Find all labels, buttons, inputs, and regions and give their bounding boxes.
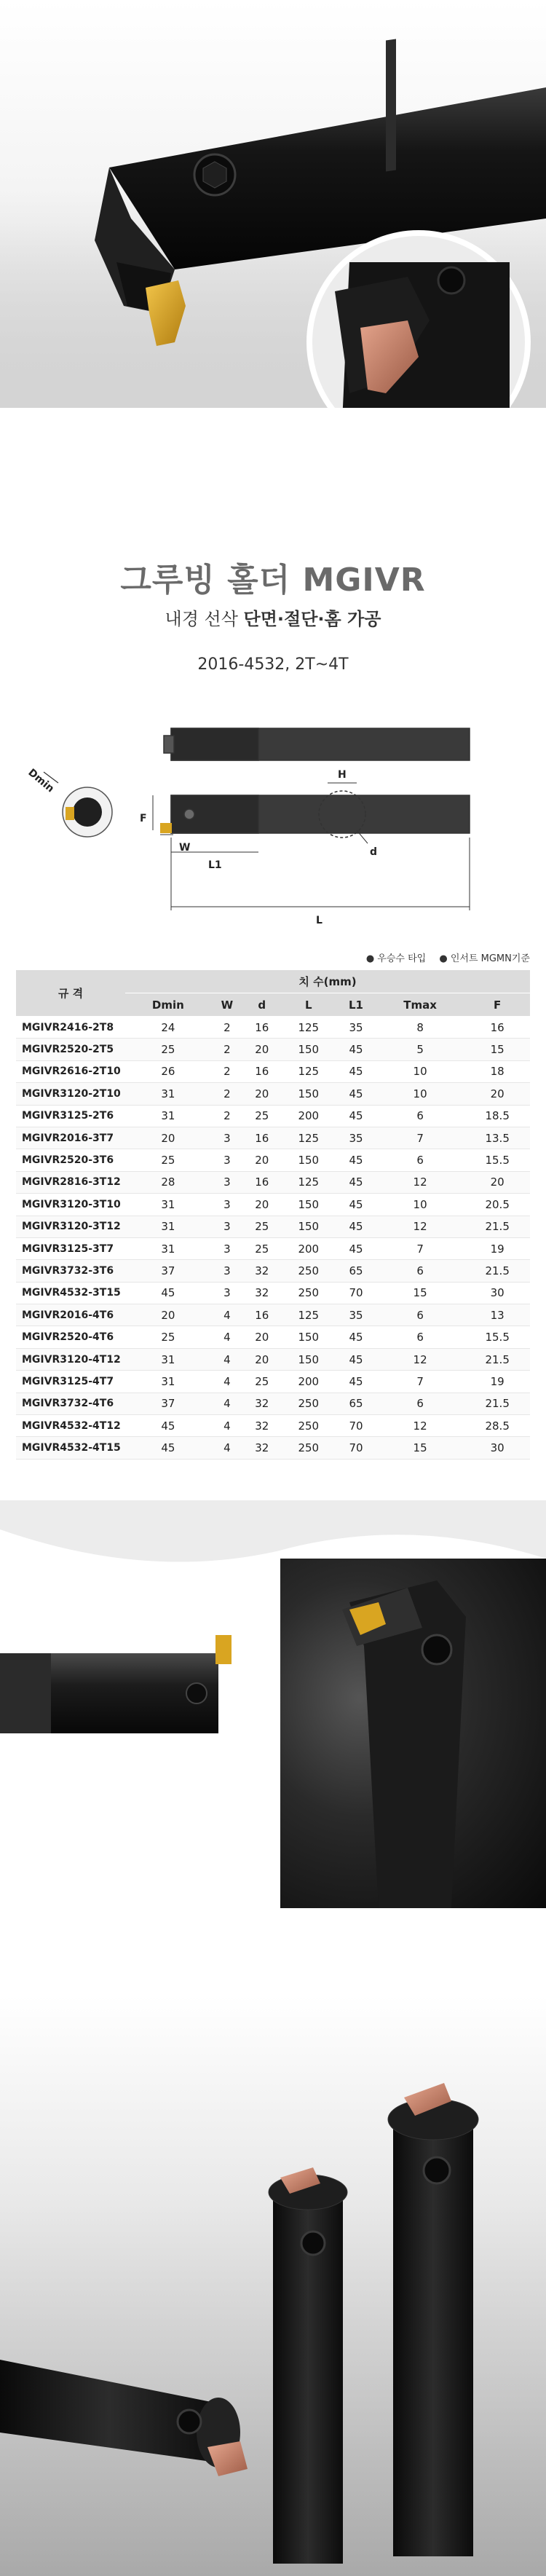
cell-tmax: 15 <box>376 1437 465 1459</box>
hero-product-photo <box>0 0 546 408</box>
cell-code: MGIVR4532-4T15 <box>16 1437 125 1459</box>
cell-l: 150 <box>280 1194 336 1216</box>
cell-w: 3 <box>211 1282 243 1304</box>
cell-tmax: 12 <box>376 1216 465 1237</box>
cell-dmin: 37 <box>125 1260 211 1282</box>
cell-dmin: 31 <box>125 1237 211 1259</box>
cell-code: MGIVR2520-4T6 <box>16 1326 125 1348</box>
page-title: 그루빙 홀더 MGIVR <box>120 562 426 599</box>
cell-dmin: 31 <box>125 1216 211 1237</box>
holder-standing-tall-image <box>388 2083 478 2556</box>
cell-w: 2 <box>211 1060 243 1082</box>
cell-dmin: 28 <box>125 1171 211 1193</box>
cell-l1: 45 <box>336 1237 376 1259</box>
cell-w: 3 <box>211 1260 243 1282</box>
label-dmin: Dmin <box>25 766 57 795</box>
cell-tmax: 6 <box>376 1260 465 1282</box>
cell-tmax: 6 <box>376 1326 465 1348</box>
cell-d: 20 <box>243 1326 280 1348</box>
label-f: F <box>140 813 147 824</box>
diagram-top-view <box>164 728 470 760</box>
cell-l1: 35 <box>336 1017 376 1039</box>
header-col-tmax: Tmax <box>376 993 465 1017</box>
size-range: 2016-4532, 2T~4T <box>197 655 349 674</box>
header-code: 규 격 <box>16 970 125 1017</box>
table-row <box>16 1371 530 1393</box>
legend-type: ● 우승수 타입 <box>365 953 427 964</box>
cell-f: 15.5 <box>464 1326 530 1348</box>
cell-d: 25 <box>243 1105 280 1127</box>
cell-code: MGIVR3120-3T12 <box>16 1216 125 1237</box>
cell-f: 15 <box>464 1039 530 1060</box>
cell-l1: 45 <box>336 1194 376 1216</box>
legend-insert: ● 인서트 MGMN기준 <box>439 953 530 964</box>
cell-code: MGIVR2416-2T8 <box>16 1017 125 1039</box>
table-row <box>16 1171 530 1193</box>
cell-w: 4 <box>211 1393 243 1414</box>
cell-l1: 70 <box>336 1282 376 1304</box>
cell-l1: 65 <box>336 1260 376 1282</box>
table-row <box>16 1282 530 1304</box>
label-l: L <box>316 915 323 926</box>
zoom-detail-image <box>309 233 528 408</box>
cell-code: MGIVR3125-2T6 <box>16 1105 125 1127</box>
cell-dmin: 25 <box>125 1326 211 1348</box>
cell-tmax: 10 <box>376 1060 465 1082</box>
cell-l1: 45 <box>336 1149 376 1171</box>
cell-l: 125 <box>280 1060 336 1082</box>
cell-code: MGIVR3732-4T6 <box>16 1393 125 1414</box>
label-l1: L1 <box>208 859 222 871</box>
cell-l1: 45 <box>336 1105 376 1127</box>
cell-tmax: 15 <box>376 1282 465 1304</box>
cell-tmax: 12 <box>376 1348 465 1370</box>
cell-code: MGIVR2016-4T6 <box>16 1304 125 1326</box>
product-photo-detail <box>0 1500 546 1908</box>
page-subtitle <box>0 604 546 630</box>
table-row <box>16 1304 530 1326</box>
cell-dmin: 31 <box>125 1371 211 1393</box>
cell-l1: 45 <box>336 1171 376 1193</box>
cell-d: 20 <box>243 1039 280 1060</box>
cell-l: 150 <box>280 1039 336 1060</box>
table-legend <box>356 950 530 964</box>
cell-dmin: 45 <box>125 1282 211 1304</box>
cell-code: MGIVR3120-3T10 <box>16 1194 125 1216</box>
cell-dmin: 20 <box>125 1127 211 1149</box>
cell-l: 125 <box>280 1127 336 1149</box>
cell-l1: 35 <box>336 1127 376 1149</box>
holder-side-image <box>0 1635 232 1733</box>
label-w: W <box>179 842 191 854</box>
cell-code: MGIVR2520-3T6 <box>16 1149 125 1171</box>
cell-dmin: 24 <box>125 1017 211 1039</box>
cell-dmin: 26 <box>125 1060 211 1082</box>
cell-f: 13 <box>464 1304 530 1326</box>
cell-tmax: 10 <box>376 1194 465 1216</box>
cell-w: 3 <box>211 1171 243 1193</box>
cell-l1: 45 <box>336 1326 376 1348</box>
cell-f: 20 <box>464 1083 530 1105</box>
cell-w: 4 <box>211 1348 243 1370</box>
table-row <box>16 1437 530 1459</box>
cell-code: MGIVR4532-3T15 <box>16 1282 125 1304</box>
cell-d: 16 <box>243 1304 280 1326</box>
cell-dmin: 25 <box>125 1039 211 1060</box>
cell-l: 125 <box>280 1017 336 1039</box>
cell-l: 250 <box>280 1415 336 1437</box>
cell-dmin: 37 <box>125 1393 211 1414</box>
cell-f: 18 <box>464 1060 530 1082</box>
cell-f: 20 <box>464 1171 530 1193</box>
cell-code: MGIVR3125-3T7 <box>16 1237 125 1259</box>
cell-l: 150 <box>280 1348 336 1370</box>
cell-w: 2 <box>211 1017 243 1039</box>
cell-dmin: 45 <box>125 1437 211 1459</box>
cell-dmin: 31 <box>125 1348 211 1370</box>
cell-f: 21.5 <box>464 1393 530 1414</box>
label-h: H <box>338 769 347 781</box>
cell-w: 3 <box>211 1194 243 1216</box>
cell-w: 4 <box>211 1371 243 1393</box>
cell-l1: 35 <box>336 1304 376 1326</box>
cell-l1: 65 <box>336 1393 376 1414</box>
cell-w: 3 <box>211 1237 243 1259</box>
cell-d: 32 <box>243 1437 280 1459</box>
cell-l: 250 <box>280 1437 336 1459</box>
cell-code: MGIVR3125-4T7 <box>16 1371 125 1393</box>
cell-l: 125 <box>280 1171 336 1193</box>
product-photo-group <box>0 1996 546 2576</box>
cell-w: 3 <box>211 1127 243 1149</box>
cell-tmax: 7 <box>376 1237 465 1259</box>
subtitle-bold: 단면·절단·홈 가공 <box>243 609 381 629</box>
cell-tmax: 6 <box>376 1105 465 1127</box>
cell-tmax: 6 <box>376 1393 465 1414</box>
header-col-dmin: Dmin <box>125 993 211 1017</box>
cell-w: 4 <box>211 1415 243 1437</box>
cell-w: 3 <box>211 1216 243 1237</box>
cell-dmin: 31 <box>125 1105 211 1127</box>
label-d: d <box>370 846 378 858</box>
cell-f: 30 <box>464 1437 530 1459</box>
cell-l1: 45 <box>336 1348 376 1370</box>
header-col-l: L <box>280 993 336 1017</box>
cell-l: 150 <box>280 1149 336 1171</box>
cell-code: MGIVR2816-3T12 <box>16 1171 125 1193</box>
cell-f: 19 <box>464 1237 530 1259</box>
table-row <box>16 1039 530 1060</box>
cell-w: 4 <box>211 1326 243 1348</box>
cell-f: 13.5 <box>464 1127 530 1149</box>
cell-l1: 45 <box>336 1039 376 1060</box>
cell-w: 3 <box>211 1149 243 1171</box>
cell-l1: 70 <box>336 1415 376 1437</box>
cell-l1: 70 <box>336 1437 376 1459</box>
cell-tmax: 10 <box>376 1083 465 1105</box>
cell-tmax: 5 <box>376 1039 465 1060</box>
table-row <box>16 1216 530 1237</box>
cell-l: 150 <box>280 1216 336 1237</box>
cell-dmin: 31 <box>125 1083 211 1105</box>
cell-l: 200 <box>280 1237 336 1259</box>
cell-f: 16 <box>464 1017 530 1039</box>
cell-l1: 45 <box>336 1083 376 1105</box>
cell-dmin: 45 <box>125 1415 211 1437</box>
cell-tmax: 8 <box>376 1017 465 1039</box>
table-row <box>16 1326 530 1348</box>
header-col-d: d <box>243 993 280 1017</box>
cell-f: 21.5 <box>464 1348 530 1370</box>
table-row <box>16 1415 530 1437</box>
cell-code: MGIVR2616-2T10 <box>16 1060 125 1082</box>
table-row <box>16 1060 530 1082</box>
cell-d: 16 <box>243 1127 280 1149</box>
cell-tmax: 12 <box>376 1415 465 1437</box>
table-row <box>16 1348 530 1370</box>
cell-d: 20 <box>243 1149 280 1171</box>
holder-standing-short-image <box>269 2167 347 2564</box>
cell-l1: 45 <box>336 1060 376 1082</box>
cell-tmax: 7 <box>376 1127 465 1149</box>
cell-w: 2 <box>211 1105 243 1127</box>
diagram-side-view <box>160 791 470 838</box>
cell-l: 125 <box>280 1304 336 1326</box>
table-row <box>16 1149 530 1171</box>
cell-f: 18.5 <box>464 1105 530 1127</box>
cell-f: 21.5 <box>464 1216 530 1237</box>
cell-w: 2 <box>211 1039 243 1060</box>
cell-code: MGIVR3120-4T12 <box>16 1348 125 1370</box>
header-col-l1: L1 <box>336 993 376 1017</box>
cell-f: 19 <box>464 1371 530 1393</box>
cell-d: 32 <box>243 1393 280 1414</box>
cell-d: 25 <box>243 1216 280 1237</box>
table-row <box>16 1194 530 1216</box>
cell-d: 32 <box>243 1260 280 1282</box>
holder-lying-image <box>0 2360 248 2476</box>
cell-dmin: 20 <box>125 1304 211 1326</box>
cell-w: 2 <box>211 1083 243 1105</box>
cell-d: 20 <box>243 1194 280 1216</box>
spec-table <box>16 970 530 1460</box>
cell-code: MGIVR3120-2T10 <box>16 1083 125 1105</box>
table-row <box>16 1083 530 1105</box>
cell-w: 4 <box>211 1437 243 1459</box>
diagram-end-view <box>44 772 112 837</box>
table-row <box>16 1127 530 1149</box>
subtitle-plain: 내경 선삭 <box>165 609 244 629</box>
cell-l1: 45 <box>336 1371 376 1393</box>
cell-f: 20.5 <box>464 1194 530 1216</box>
cell-code: MGIVR3732-3T6 <box>16 1260 125 1282</box>
cell-d: 16 <box>243 1060 280 1082</box>
cell-l: 150 <box>280 1083 336 1105</box>
header-col-w: W <box>211 993 243 1017</box>
header-col-f: F <box>464 993 530 1017</box>
table-row <box>16 1105 530 1127</box>
cell-d: 25 <box>243 1371 280 1393</box>
cell-f: 15.5 <box>464 1149 530 1171</box>
cell-w: 4 <box>211 1304 243 1326</box>
cell-tmax: 6 <box>376 1304 465 1326</box>
cell-f: 30 <box>464 1282 530 1304</box>
cell-f: 28.5 <box>464 1415 530 1437</box>
cell-dmin: 31 <box>125 1194 211 1216</box>
cell-code: MGIVR2016-3T7 <box>16 1127 125 1149</box>
cell-d: 16 <box>243 1171 280 1193</box>
table-row <box>16 1017 530 1039</box>
cell-tmax: 6 <box>376 1149 465 1171</box>
cell-l: 200 <box>280 1105 336 1127</box>
cell-dmin: 25 <box>125 1149 211 1171</box>
cell-d: 20 <box>243 1083 280 1105</box>
cell-l1: 45 <box>336 1216 376 1237</box>
table-row <box>16 1260 530 1282</box>
cell-l: 150 <box>280 1326 336 1348</box>
cell-code: MGIVR2520-2T5 <box>16 1039 125 1060</box>
cell-d: 32 <box>243 1415 280 1437</box>
cell-l: 250 <box>280 1260 336 1282</box>
holder-angle-image <box>342 1580 466 1908</box>
cell-tmax: 7 <box>376 1371 465 1393</box>
cell-l: 250 <box>280 1393 336 1414</box>
table-row <box>16 1237 530 1259</box>
cell-l: 250 <box>280 1282 336 1304</box>
cell-d: 20 <box>243 1348 280 1370</box>
dimension-diagram <box>15 714 531 932</box>
cell-d: 16 <box>243 1017 280 1039</box>
cell-d: 32 <box>243 1282 280 1304</box>
cell-f: 21.5 <box>464 1260 530 1282</box>
cell-tmax: 12 <box>376 1171 465 1193</box>
table-row <box>16 1393 530 1414</box>
header-dimensions: 치 수(mm) <box>125 970 530 993</box>
cell-l: 200 <box>280 1371 336 1393</box>
cell-code: MGIVR4532-4T12 <box>16 1415 125 1437</box>
cell-d: 25 <box>243 1237 280 1259</box>
